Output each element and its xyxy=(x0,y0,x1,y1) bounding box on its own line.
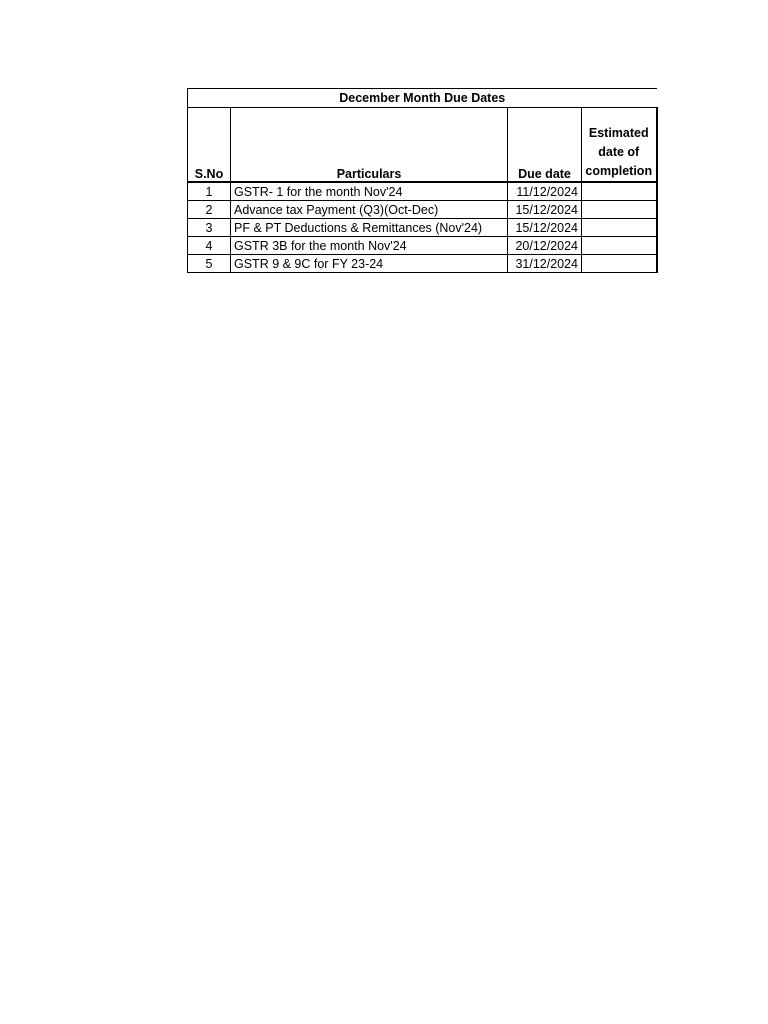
header-sno: S.No xyxy=(188,108,231,183)
cell-due-date: 15/12/2024 xyxy=(508,201,582,219)
cell-sno: 3 xyxy=(188,219,231,237)
cell-particulars: Advance tax Payment (Q3)(Oct-Dec) xyxy=(231,201,508,219)
title-row xyxy=(188,89,657,108)
cell-due-date: 15/12/2024 xyxy=(508,219,582,237)
cell-particulars: GSTR 9 & 9C for FY 23-24 xyxy=(231,255,508,273)
table-title: December Month Due Dates xyxy=(188,89,657,108)
table-row xyxy=(188,255,657,273)
table-row xyxy=(188,219,657,237)
table-row xyxy=(188,201,657,219)
cell-particulars: GSTR 3B for the month Nov'24 xyxy=(231,237,508,255)
cell-sno: 2 xyxy=(188,201,231,219)
cell-estimated xyxy=(582,255,657,273)
table-row xyxy=(188,182,657,201)
cell-estimated xyxy=(582,219,657,237)
due-dates-table xyxy=(187,88,658,273)
cell-estimated xyxy=(582,237,657,255)
header-row xyxy=(188,108,657,183)
header-due-date: Due date xyxy=(508,108,582,183)
cell-sno: 5 xyxy=(188,255,231,273)
header-particulars: Particulars xyxy=(231,108,508,183)
cell-sno: 4 xyxy=(188,237,231,255)
cell-due-date: 31/12/2024 xyxy=(508,255,582,273)
cell-estimated xyxy=(582,201,657,219)
header-estimated: Estimated date of completion xyxy=(582,108,657,183)
cell-due-date: 11/12/2024 xyxy=(508,182,582,201)
due-dates-sheet xyxy=(187,88,658,273)
cell-particulars: GSTR- 1 for the month Nov'24 xyxy=(231,182,508,201)
cell-particulars: PF & PT Deductions & Remittances (Nov'24) xyxy=(231,219,508,237)
cell-sno: 1 xyxy=(188,182,231,201)
cell-estimated xyxy=(582,182,657,201)
cell-due-date: 20/12/2024 xyxy=(508,237,582,255)
table-row xyxy=(188,237,657,255)
